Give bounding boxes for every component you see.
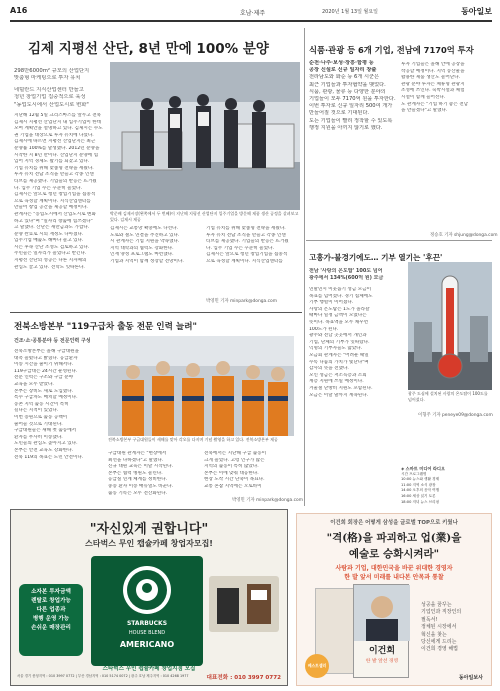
right-top-line: 이번 투자로 신규 일자리 500여 개가 — [309, 103, 393, 110]
ad-right-headline1: "격(格)을 파괴하고 업(業)을 — [326, 532, 462, 544]
lead-photo-caption: 박준배 김제시장(왼쪽에서 두 번째)이 지난해 지평선 산업단지 입주기업을 방문해 제품 생산 공정을 살펴보고 있다. 김제시 제공 — [110, 211, 299, 222]
book-title: 이건희 — [368, 646, 396, 656]
right-mid-line: 때마다 일정 금액이 모였다는 — [309, 313, 367, 319]
lead-body-line: 기업 유치를 위해 맞춤형 전략을 세웠다. — [206, 226, 286, 231]
ad-side-line: 성공을 꿈꾸는 — [421, 602, 452, 608]
feature-line: 전북소방본부는 올해 구급대원을 — [14, 349, 80, 354]
right-top-line: 을 만들겠다"고 말했다. — [401, 108, 448, 114]
factory-visit-photo — [110, 62, 300, 210]
feature-line: 구급대원들은 새해 첫 출동에서 — [14, 428, 77, 434]
info-box-row: 16:00 세상 읽기 토론 — [401, 493, 436, 498]
lead-body-line: 입어 지역 경제도 활기를 되찾고 있다. — [14, 159, 90, 165]
ad-right-sub1: 사람과 기업, 대한민국을 바꾼 위대한 경영자 — [335, 565, 453, 572]
ad-side-line: 이건희 경영 해법 — [421, 646, 458, 653]
right-mid-line: 모금회 관계자는 "어려운 때일 — [309, 352, 369, 358]
feature-line: 본부는 이에 맞춰 대응한다. — [204, 470, 259, 476]
ad-side-line: 당신에게 드리는 — [421, 639, 457, 646]
portrait-icon — [354, 585, 410, 641]
feature-line: 119구급대는 24시간 운영된다. — [14, 368, 78, 374]
book-ad[interactable] — [296, 513, 492, 686]
right-top-line: 시설이 함께 들어선다. — [401, 94, 446, 100]
lead-body-line: 도로와 철도 연결을 추진하고 있다. — [110, 232, 180, 238]
ad-product-line: HOUSE BLEND — [128, 630, 166, 636]
lead-body-line: 으로 육성할 계획이다. 지식산업센터를 — [206, 258, 283, 264]
feature-headline: 전북소방본부 "119구급차 출동 전문 인력 늘려" — [14, 322, 197, 332]
right-top-line: 행정 지원을 아끼지 않기로 했다. — [309, 124, 383, 131]
lead-body-line: 으로 육성할 계획이다. 지식산업센터를 — [14, 198, 91, 204]
lead-body-line: 다. 입주 기업 수는 꾸준히 늘었다. — [206, 245, 274, 251]
page-number: A16 — [10, 6, 28, 15]
right-top-line: 만들어질 것으로 기대된다. — [309, 110, 370, 117]
info-box-title: ◈ 스마트 미디어 라디오 — [401, 466, 446, 471]
right-top-line: 착공할 예정이다. 지역 농산물을 — [401, 68, 465, 74]
lead-body-line: 분양 완료로 시의 재정도 나아졌다. — [14, 231, 84, 237]
feature-photo-caption: 전북소방본부 구급대원들이 새해를 맞아 각오를 다지며 기념 촬영을 하고 있다. 전북소방본부 제공 — [108, 437, 278, 442]
info-box-row: 10:00 뉴스와 생활 경제 — [401, 477, 440, 482]
lead-photo — [110, 62, 300, 210]
lead-body-line: 주민들은 일자리가 늘었다고 반긴다. — [14, 251, 87, 257]
ad-point: 병행 운영 가능 — [32, 616, 70, 622]
feature-line: 지역의 출동이 특히 많았다. — [204, 464, 259, 470]
section-divider — [306, 240, 492, 241]
feature-line: 구급대원 관계자는 "현장에서 — [108, 451, 167, 456]
right-mid-photo — [408, 262, 492, 390]
feature-line: 특수 구급차도 배치할 예정이다. — [14, 395, 78, 401]
feature-line: 응급실 연계 체계를 정비한다. — [108, 477, 168, 483]
right-mid-line: 100도가 된다. — [309, 326, 339, 332]
book-cover — [353, 584, 409, 678]
right-top-line: 조성에 쓰인다. 숙박시설과 체험 — [401, 88, 465, 94]
ad-left-phone[interactable]: 대표전화 : 010 3997 0772 — [206, 675, 281, 681]
right-mid-line: 연말연시 이웃돕기 성금 모금이 — [309, 287, 372, 292]
info-box-row: 18:00 저녁 뉴스 브리핑 — [401, 499, 440, 504]
header-rule — [10, 20, 492, 22]
feature-line: 본부는 협력 병원도 늘린다. — [108, 470, 163, 476]
lead-body-col3 — [206, 226, 298, 306]
ad-product-name: AMERICANO — [119, 640, 175, 649]
lead-body-line: 김제시에 따르면 지평선 산업단지는 최근 — [14, 139, 96, 145]
ad-right-side — [421, 602, 487, 654]
firefighters-group-photo — [108, 336, 294, 436]
lead-body-line: 김제시는 앞으로 청년 창업기업을 집중적 — [14, 192, 96, 198]
lead-body-line: 티브를 제공했다. 기업들의 반응은 뜨거웠 — [14, 178, 97, 184]
lead-body-line: 다. 입주 기업 수는 꾸준히 늘었다. — [14, 185, 82, 191]
right-mid-sub: 광주에서 134%(600억 원) 모금 — [309, 275, 384, 281]
info-box-row: 시간 프로그램명 — [401, 471, 427, 476]
right-mid-photo-caption: 광주 도심에 설치된 사랑의 온도탑이 100도를 넘어섰다. — [408, 391, 488, 402]
newspaper-logo: 동아일보 — [461, 6, 492, 16]
starbucks-capsule-ad[interactable] — [10, 509, 288, 686]
right-top-headline: 식품·관광 등 6개 기업, 전남에 7170억 투자 — [309, 45, 474, 55]
right-top-line: 투자 기업들은 올해 안에 공장을 — [401, 62, 465, 67]
feature-col3 — [204, 451, 296, 497]
feature-line: 이송 시간을 줄이기 위해서다. — [14, 362, 74, 368]
feature-line: 최선을 다하겠다"고 말했다. — [108, 457, 164, 463]
lead-byline: 박영민 기자 minpark@donga.com — [206, 299, 278, 304]
ad-cafe-photo — [209, 576, 279, 632]
feature-line: 중증 환자 이송 매뉴얼도 바꾼다. — [108, 483, 173, 489]
lead-subheads — [14, 68, 106, 109]
right-mid-headline: 고흥가-불경기에도… 기부 열기는 '후끈' — [309, 253, 443, 262]
lead-body-line: 지역 대학과의 협력도 강화한다. — [110, 245, 174, 251]
lead-sub: 298만6000m² 규모의 산업단지 — [14, 68, 90, 74]
feature-line: 전북 119의 목표는 도민 안전이다. — [14, 454, 84, 460]
lead-body-line: 김제시 지평선 산업단지 내 입주기업이 한데 — [14, 119, 102, 125]
right-mid-sub: 전남 '사랑의 온도탑' 100도 넘어 — [309, 268, 383, 274]
lead-body-line: 입주기업 매출도 해마다 늘고 있다. — [14, 238, 84, 244]
feature-line: 농촌 지역 출동 시간이 특히 — [14, 401, 69, 407]
right-mid-body — [309, 287, 399, 407]
lead-body-line: 기업 유치를 위해 맞춤형 전략을 세웠다. — [14, 165, 94, 171]
right-mid-byline: 이형주 기자 peneye09@donga.com — [418, 413, 493, 418]
right-top-line: 전라남도와 화순 등 6개 시군은 — [309, 74, 380, 81]
feature-line: 본부는 안전 교육도 강화한다. — [14, 447, 74, 453]
lead-body-line: 기업과 지역이 함께 성장할 전망이다. — [110, 258, 184, 264]
feature-line: 본부는 장비도 새로 도입했다. — [14, 388, 74, 394]
lead-body-line: 인재 양성 프로그램도 마련했다. — [110, 252, 174, 258]
right-top-byline: 정승호 기자 shjung@donga.com — [430, 233, 498, 238]
column-divider — [304, 28, 305, 506]
feature-line: 현장 도착 시간 단축이 목표다. — [204, 477, 265, 483]
lead-sub: "농업도시에서 산업도시로 변화" — [14, 101, 89, 108]
bestseller-badge: 베스트셀러 — [305, 654, 329, 678]
feature-sub: 건조·소·공통분야 등 전문인력 구성 — [14, 338, 91, 344]
feature-line: 교육을 모두 받았다. — [14, 381, 54, 387]
ad-point: 소자본 투자금액 — [31, 589, 71, 595]
ad-left-footer: 스타벅스 무인 캡슐카페 창업지점 모집 — [102, 666, 196, 672]
capsule-machine-icon — [209, 576, 279, 632]
lead-sub: 네덜란드 지식산업센터 만들고 — [14, 86, 84, 93]
right-top-line: 최근 기업들과 투자협약을 맺었다. — [309, 81, 386, 88]
right-mid-line: 광주와 전남 곳곳에서 개인과 — [309, 333, 367, 339]
right-mid-line: 모금은 이달 말까지 계속된다. — [309, 392, 369, 398]
lead-body-col2 — [110, 226, 202, 306]
right-top-line: 도 관계자는 "기업 하기 좋은 전남 — [401, 101, 469, 107]
right-top-line: 관광 분야 투자는 체류형 관광지 — [401, 81, 465, 87]
feature-byline: 박영민 기자 minpark@donga.com — [232, 498, 304, 503]
lead-body-line: 투자 유치 전담 조직을 만들고 각종 인센 — [206, 232, 286, 238]
charity-thermometer-photo — [408, 262, 492, 390]
right-top-line: 공장 신설로 신규 일자리 창출 — [309, 67, 377, 74]
right-top-line: 기업들이 모두 7170억 원을 투자한다. — [309, 96, 396, 103]
right-top-line: 순천·나주·보성·장흥·함평 등 — [309, 60, 374, 66]
lead-body-line: 티브를 제공했다. 기업들의 반응은 뜨거웠 — [206, 239, 289, 245]
feature-line: 신규 대원 교육은 이달 시작된다. — [108, 464, 173, 470]
feature-col2 — [108, 451, 200, 503]
ad-left-sub: 스타벅스 무인 캡슐카페 창업자모집! — [85, 539, 213, 548]
lead-headline: 김제 지평선 산단, 8년 만에 100% 분양 — [28, 41, 269, 57]
lead-body-line: 김제시는 교통망 확충에도 나선다. — [110, 226, 178, 231]
lead-body-line: 지난해 12월 5일 크리스마스를 앞두고 전북 — [14, 113, 102, 118]
lead-sub: 맞춤형 마케팅으로 투자 유치 — [14, 75, 81, 82]
ad-point: 다른 업종과 — [36, 607, 66, 613]
lead-body-line: 만들어 창업 공간을 제공할 예정이다. — [14, 205, 88, 211]
ad-left-contacts: 서울 경기 충청지역 : 010 3997 0772 | 부산 경남지역 : 010 5174 0072 | 광주 호남 제주지역 : 010 4268 1977 — [17, 674, 189, 678]
ad-right-headline2: 예술로 승화시켜라" — [348, 548, 440, 560]
ad-product-box — [91, 556, 203, 666]
feature-line: 전북에서는 지난해 구급 출동이 — [204, 451, 267, 456]
ad-left-points — [19, 584, 83, 656]
lead-body-line: 투자 유치 전담 조직을 만들고 각종 인센 — [14, 172, 94, 178]
right-mid-line: 목표를 넘어섰다. 경기 침체에도 — [309, 293, 373, 299]
starbucks-logo-icon — [91, 556, 203, 626]
right-top-col2 — [401, 62, 491, 232]
page-header — [10, 6, 492, 18]
right-mid-line: 계층 지원에 쓰일 예정이다. — [309, 379, 364, 385]
lead-body-line: 모여 계획안을 설명하고 있다. 김제시는 수도 — [14, 126, 103, 132]
right-mid-line: 모인 성금은 저소득층과 소외 — [309, 372, 367, 378]
lead-sub: 청년 창업기업 집중적으로 육성 — [14, 94, 86, 101]
book-subtitle: 한 발 앞선 경영 — [365, 659, 399, 664]
lead-body-line: 분양률 100%를 달성했다. 2012년 분양을 — [14, 145, 100, 151]
ad-side-line: 기업인과 직장인의 — [421, 609, 462, 616]
ad-side-line: 필독서! — [421, 616, 438, 623]
ad-side-line: 혁신을 찾는 — [421, 631, 447, 638]
right-top-line: 식품, 관광, 물류 등 다양한 분야의 — [309, 88, 386, 95]
right-mid-line: 사랑의 온도탑은 1도가 올라갈 — [309, 306, 370, 312]
right-top-line: 도는 기업들이 빨리 정착할 수 있도록 — [309, 117, 393, 124]
right-mid-subs — [309, 268, 409, 282]
right-mid-line: 기부 행렬이 이어졌다. — [309, 300, 354, 306]
lead-body-line: 관심도 끌고 있다. 견학도 잇따른다. — [14, 264, 85, 270]
publisher-name: 동아일보사 — [458, 675, 483, 681]
ad-right-sub2: 한 발 앞서 미래를 내다본 안목과 통찰 — [344, 574, 444, 581]
right-mid-line: 익명의 기부자들도 많았다. — [309, 346, 363, 352]
issue-date: 2020년 1월 13일 월요일 — [322, 9, 379, 15]
feature-line: 길다는 지적이 있었다. — [14, 408, 59, 414]
info-box-row: 14:00 오후의 음악 여행 — [401, 488, 440, 493]
ad-point: 손쉬운 매장관리 — [31, 625, 71, 631]
lead-body-line: 시 관계자는 기업 지원을 약속했다. — [110, 239, 180, 245]
right-mid-line: 기업, 단체의 기부가 잇따랐다. — [309, 339, 370, 345]
lead-body-line: 고 말했다. 산단은 새만금과도 가깝다. — [14, 225, 90, 231]
feature-photo — [108, 336, 294, 436]
feature-col1 — [14, 349, 104, 499]
feature-line: 전문 인력은 구조와 구급 분야 — [14, 375, 74, 381]
right-mid-line: 뜻이다. 목표액을 모두 채우면 — [309, 319, 369, 325]
lead-body-line: 김제시는 앞으로 청년 창업기업을 집중적 — [206, 252, 288, 258]
feature-line: 대폭 늘렸다고 밝혔다. 응급환자 — [14, 355, 78, 361]
ad-right-topline: 이건희 회장은 어떻게 삼성을 글로벌 TOP으로 키웠나 — [330, 520, 458, 526]
ad-side-line: 정체된 시장에서 — [421, 624, 457, 631]
lead-body-line: 하고 있다"며 "일자리 창출에 힘쓰겠다" — [14, 218, 93, 224]
info-box-row: 11:00 지역 소식 광장 — [401, 482, 436, 487]
lead-body-line: 지평선 산단의 성공은 다른 지자체의 — [14, 258, 87, 264]
feature-rule — [10, 312, 302, 313]
ad-logo-text: STARBUCKS — [126, 620, 168, 627]
lead-body-line: 시는 후속 산단 조성도 검토하고 있다. — [14, 244, 90, 250]
right-top-col1 — [309, 60, 397, 230]
feature-line: 이번 증원으로 출동 공백이 — [14, 414, 68, 420]
ad-left-headline: "자신있게 권합니다" — [89, 522, 209, 537]
lead-body-col1 — [14, 113, 106, 373]
ad-point: 렌탈로 창업가능 — [31, 598, 71, 604]
feature-line: 교통 혼잡 지역에는 오토바이 — [204, 483, 262, 489]
lead-body-line: 관계자는 "농업도시에서 산업도시로 변화 — [14, 211, 96, 217]
feature-line: 줄어들 것으로 기대된다. — [14, 421, 63, 427]
feature-line: 출동 기록은 모두 전산화된다. — [108, 490, 168, 496]
lead-body-line: 시작한 지 8년 만이다. 산업단지 분양에 힘 — [14, 152, 99, 158]
feature-line: 도민들의 관심도 높아지고 있다. — [14, 441, 78, 447]
feature-line: 크게 늘었다. 고령 인구가 많은 — [204, 457, 265, 463]
right-top-line: 활용한 제품 생산도 늘어난다. — [401, 75, 461, 81]
lead-body-line: 권 기업을 대상으로 투자 유치에 나섰다. — [14, 132, 94, 138]
right-mid-line: 겨울철 난방비 지원도 포함된다. — [309, 385, 373, 391]
right-mid-line: 수록 나눔의 가치가 빛난다"며 — [309, 359, 369, 365]
right-mid-line: 감사의 뜻을 전했다. — [309, 366, 349, 372]
section-name: 호남·제주 — [240, 10, 266, 17]
feature-line: 환자를 무사히 이송했다. — [14, 434, 63, 440]
info-box — [401, 466, 491, 505]
